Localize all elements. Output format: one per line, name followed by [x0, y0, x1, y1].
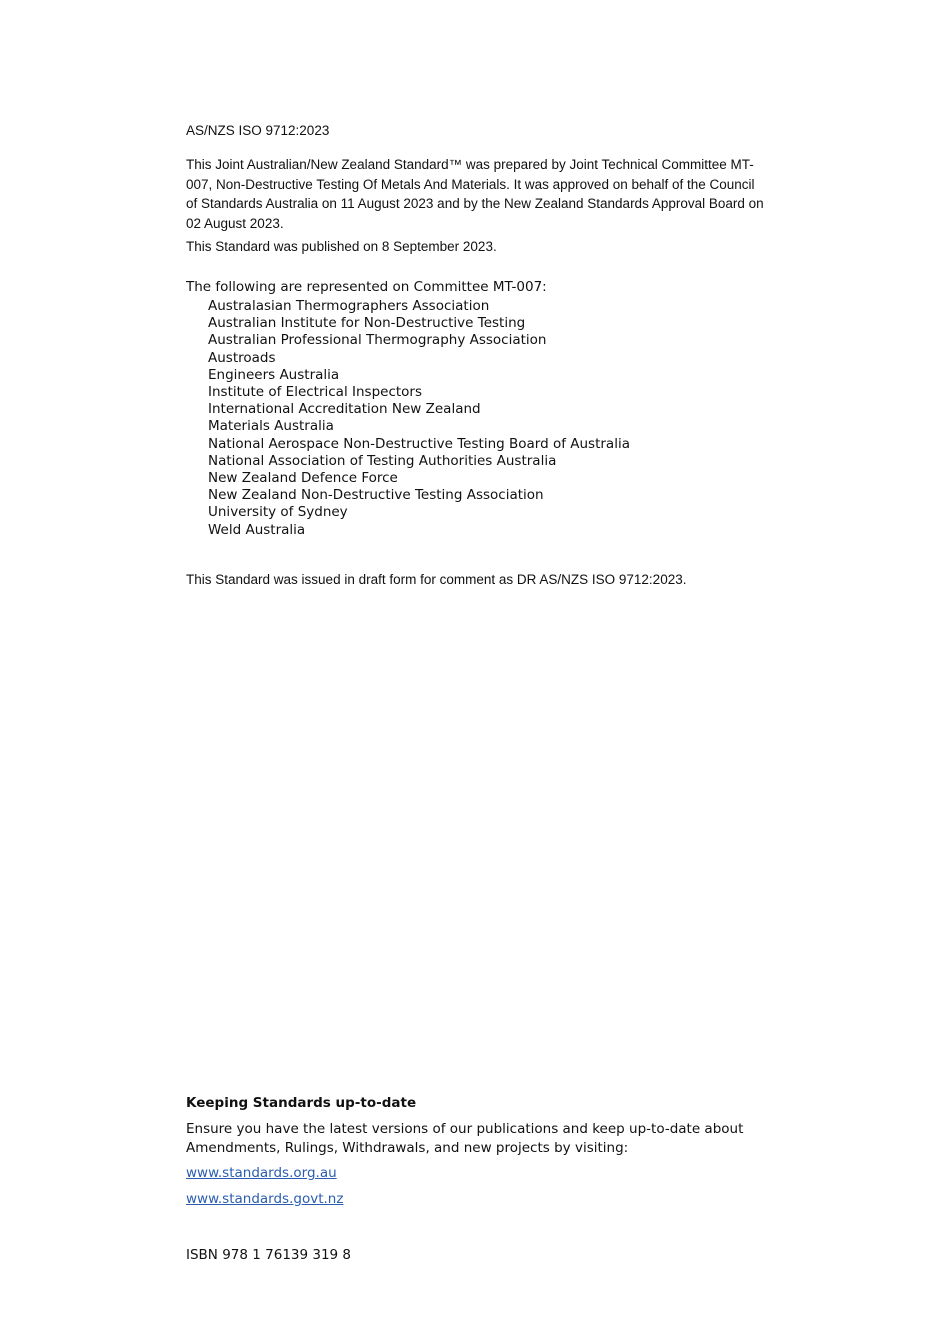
committee-member: Austroads: [208, 349, 276, 366]
committee-member: Australian Institute for Non-Destructive Testing: [208, 315, 526, 332]
keeping-up-to-date-heading: Keeping Standards up-to-date: [186, 1095, 417, 1111]
isbn: ISBN 978 1 76139 319 8: [186, 1247, 352, 1263]
committee-member: Engineers Australia: [208, 366, 340, 383]
committee-member: New Zealand Non-Destructive Testing Association: [208, 487, 544, 504]
committee-member: International Accreditation New Zealand: [208, 401, 481, 418]
committee-member: Weld Australia: [208, 521, 306, 538]
committee-intro: The following are represented on Committee MT-007:: [186, 279, 547, 295]
draft-statement: This Standard was issued in draft form for comment as DR AS/NZS ISO 9712:2023.: [186, 572, 687, 587]
committee-member: National Aerospace Non-Destructive Testing Board of Australia: [208, 435, 630, 452]
standards-australia-link[interactable]: www.standards.org.au: [186, 1165, 337, 1181]
committee-member: National Association of Testing Authorities Australia: [208, 452, 557, 469]
committee-member: University of Sydney: [208, 504, 348, 521]
keeping-up-to-date-body: Ensure you have the latest versions of our publications and keep up-to-date about Amendments, Rulings, Withdrawals, and new projects by visiting:: [186, 1121, 744, 1156]
published-statement: This Standard was published on 8 September 2023.: [186, 239, 497, 254]
standards-new-zealand-link[interactable]: www.standards.govt.nz: [186, 1191, 344, 1207]
committee-member: Australian Professional Thermography Association: [208, 332, 547, 349]
committee-member: New Zealand Defence Force: [208, 470, 398, 487]
committee-member: Materials Australia: [208, 418, 334, 435]
approval-statement: This Joint Australian/New Zealand Standard™ was prepared by Joint Technical Committee MT-007, Non-Destructive Testing Of Metals And Materials. It was approved on behalf of the Council of Standards Australia on 11 August 2023 and by the New Zealand Standards Approval Board on 02 August 2023.: [186, 157, 764, 231]
committee-member-list: [208, 298, 630, 539]
committee-member: Australasian Thermographers Association: [208, 298, 490, 314]
committee-member: Institute of Electrical Inspectors: [208, 384, 423, 401]
document-id: AS/NZS ISO 9712:2023: [186, 123, 330, 138]
